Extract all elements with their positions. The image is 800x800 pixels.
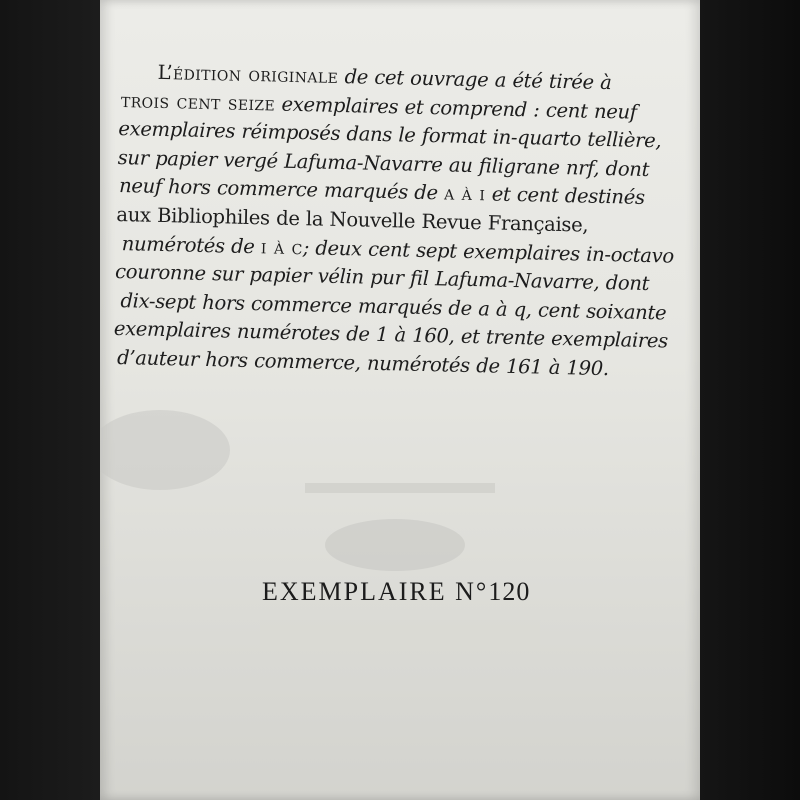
show-through-text-line [305, 483, 495, 493]
colophon-text: numérotés de [121, 231, 262, 258]
colophon-line: exemplaires réimposés dans le format in-quarto tellière, [118, 117, 662, 153]
colophon-line: d’auteur hors commerce, numérotés de 161 à 190. [116, 345, 609, 381]
colophon-line: dix-sept hors commerce marqués de a à q, cent soixante [120, 288, 667, 325]
show-through-blot [100, 410, 230, 490]
colophon-smallcaps: L’édition originale [157, 60, 339, 88]
colophon-text: de cet ouvrage a été tirée à [337, 64, 612, 95]
colophon-text: ; deux cent sept exemplaires in-octavo [302, 235, 675, 268]
copy-number: 120 [488, 577, 531, 606]
colophon-text: et cent destinés [485, 182, 645, 210]
colophon-smallcaps: a à i [443, 181, 486, 206]
colophon-smallcaps: i à c [260, 234, 303, 259]
colophon-text: exemplaires et comprend : cent neuf [274, 92, 637, 124]
colophon-smallcaps: trois cent seize [120, 88, 276, 116]
book-page [100, 0, 700, 800]
colophon-text: neuf hors commerce marqués de [118, 174, 445, 205]
copy-number-label [262, 577, 530, 607]
show-through-stamp [325, 519, 465, 571]
show-through-band [260, 620, 540, 680]
colophon-paragraph [113, 58, 682, 385]
colophon-line: aux Bibliophiles de la Nouvelle Revue Française, [116, 202, 589, 237]
colophon-line: couronne sur papier vélin pur fil Lafuma-Navarre, dont [114, 260, 650, 296]
colophon-line: sur papier vergé Lafuma-Navarre au filigrane nrf, dont [117, 145, 650, 181]
copy-label-text: EXEMPLAIRE N° [262, 577, 489, 606]
colophon-line: exemplaires numérotes de 1 à 160, et trente exemplaires [113, 317, 669, 353]
